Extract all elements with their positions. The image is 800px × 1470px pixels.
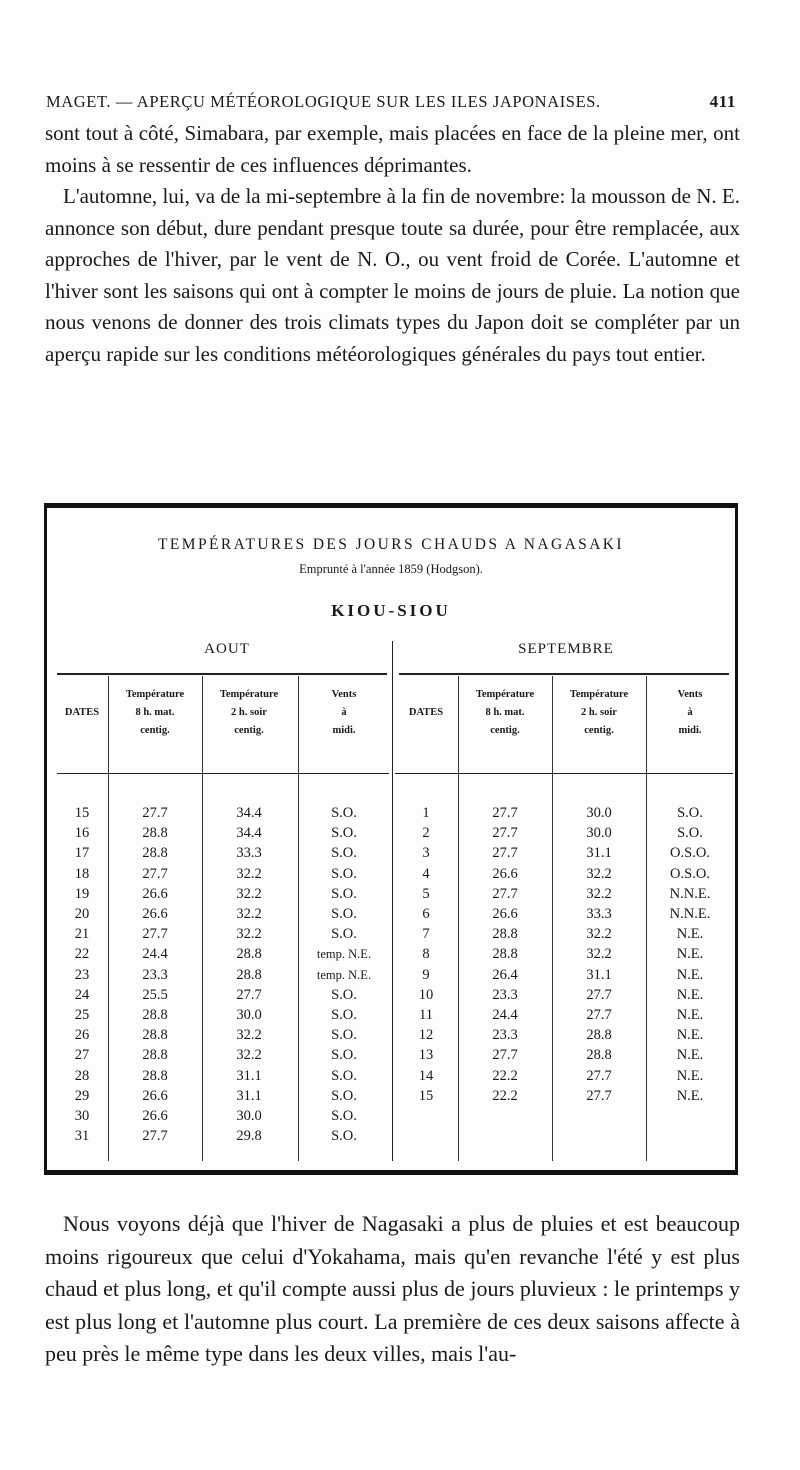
cell-wind: S.O. <box>331 906 357 922</box>
cell-wind: N.N.E. <box>669 885 711 902</box>
cell-temp-morning: 26.6 <box>492 865 518 882</box>
cell-date: 11 <box>419 1007 433 1023</box>
cell-wind: S.O. <box>331 926 357 943</box>
cell-date: 10 <box>418 986 434 1003</box>
cell-temp-morning: 28.8 <box>492 946 518 963</box>
header-rule-aout <box>57 773 389 774</box>
table-title: TEMPÉRATURES DES JOURS CHAUDS A NAGASAKI <box>158 536 624 553</box>
cell-wind: S.O. <box>331 885 357 902</box>
cell-date: 31 <box>74 1128 90 1145</box>
running-head-title: MAGET. — APERÇU MÉTÉOROLOGIQUE SUR LES ILES JAPONAISES. <box>46 92 601 111</box>
col-header-line: 2 h. soir <box>231 707 267 718</box>
cell-temp-morning: 24.4 <box>492 1007 518 1023</box>
cell-date: 15 <box>74 805 90 821</box>
cell-wind: temp. N.E. <box>316 947 372 962</box>
cell-temp-morning: 27.7 <box>492 845 518 862</box>
cell-date: 15 <box>418 1087 434 1104</box>
cell-temp-morning: 26.6 <box>492 906 518 922</box>
cell-temp-evening: 32.2 <box>586 946 612 963</box>
cell-temp-evening: 31.1 <box>236 1067 262 1084</box>
cell-temp-evening: 30.0 <box>586 825 612 842</box>
cell-date: 28 <box>74 1067 90 1084</box>
col-header-winds-sept <box>647 686 733 740</box>
bottom-text-block <box>45 1208 740 1371</box>
cell-wind: S.O. <box>677 805 703 821</box>
cell-temp-morning: 28.8 <box>142 1047 168 1064</box>
col-header-line: midi. <box>332 725 356 736</box>
table-subtitle: Emprunté à l'année 1859 (Hodgson). <box>299 562 483 576</box>
cell-temp-evening: 31.1 <box>586 845 612 862</box>
cell-wind: N.E. <box>676 926 704 943</box>
col-header-line: Vents <box>677 689 703 700</box>
cell-temp-morning: 27.7 <box>492 1047 518 1064</box>
cell-temp-evening: 33.3 <box>236 845 262 862</box>
cell-wind: N.E. <box>676 1027 704 1044</box>
cell-date: 5 <box>422 885 430 902</box>
cell-temp-evening: 27.7 <box>586 1087 612 1104</box>
cell-date: 8 <box>422 946 430 963</box>
cell-temp-evening: 32.2 <box>236 885 262 902</box>
cell-date: 18 <box>74 865 90 882</box>
cell-date: 25 <box>74 1007 90 1023</box>
cell-date: 24 <box>74 986 90 1003</box>
cell-temp-morning: 26.6 <box>142 885 168 902</box>
cell-temp-morning: 28.8 <box>142 1027 168 1044</box>
cell-temp-evening: 30.0 <box>236 1108 262 1124</box>
cell-date: 9 <box>422 966 430 983</box>
cell-wind: S.O. <box>331 986 357 1003</box>
paragraph-autumn: L'automne, lui, va de la mi-septembre à la fin de novembre: la mousson de N. E. annonce son début, dure pendant presque toute sa durée, pour être remplacée, aux approches de l'hiver, par le vent de N. O., ou vent froid de Corée. L'automne et l'hiver sont les saisons qui ont à compter le moins de jours de pluie. La notion que nous venons de donner des trois climats types du Japon doit se compléter par un aperçu rapide sur les conditions météorologiques générales du pays tout entier. <box>45 184 740 366</box>
month-header-septembre: SEPTEMBRE <box>518 641 614 657</box>
month-rule-septembre <box>399 673 729 675</box>
cell-date: 16 <box>74 825 90 842</box>
cell-wind: S.O. <box>331 865 357 882</box>
cell-temp-morning: 27.7 <box>142 805 168 821</box>
header-rule-sept <box>395 773 733 774</box>
cell-temp-evening: 28.8 <box>586 1027 612 1044</box>
cell-temp-evening: 32.2 <box>236 906 262 922</box>
col-header-line: centig. <box>234 725 264 736</box>
cell-temp-evening: 27.7 <box>586 1067 612 1084</box>
cell-temp-evening: 30.0 <box>236 1007 262 1023</box>
cell-wind: O.S.O. <box>670 845 710 862</box>
cell-date: 19 <box>74 885 90 902</box>
cell-wind: S.O. <box>331 1087 357 1104</box>
cell-temp-evening: 32.2 <box>586 865 612 882</box>
cell-date: 29 <box>74 1087 90 1104</box>
cell-temp-morning: 27.7 <box>492 805 518 821</box>
cell-wind: S.O. <box>331 1007 357 1023</box>
cell-wind: N.E. <box>676 1007 704 1023</box>
cell-temp-morning: 28.8 <box>142 1067 168 1084</box>
cell-date: 30 <box>74 1108 90 1124</box>
col-header-line: Température <box>125 689 185 700</box>
cell-temp-morning: 26.6 <box>142 1087 168 1104</box>
cell-wind: S.O. <box>331 1108 357 1124</box>
cell-date: 2 <box>422 825 430 842</box>
cell-temp-evening: 28.8 <box>586 1047 612 1064</box>
cell-temp-evening: 34.4 <box>236 825 262 842</box>
cell-temp-evening: 28.8 <box>236 966 262 983</box>
cell-temp-morning: 24.4 <box>142 946 168 963</box>
cell-temp-evening: 34.4 <box>236 805 262 821</box>
cell-temp-evening: 28.8 <box>236 946 262 963</box>
cell-temp-evening: 32.2 <box>586 926 612 943</box>
cell-wind: N.E. <box>676 1087 704 1104</box>
paragraph-continuation: sont tout à côté, Simabara, par exemple, mais placées en face de la pleine mer, ont moins à se ressentir de ces influences déprimantes. <box>45 121 740 177</box>
cell-temp-morning: 23.3 <box>142 966 168 983</box>
cell-temp-morning: 23.3 <box>492 986 518 1003</box>
cell-temp-morning: 28.8 <box>142 1007 168 1023</box>
month-header-aout: AOUT <box>204 641 250 657</box>
cell-temp-morning: 27.7 <box>142 1128 168 1145</box>
cell-temp-morning: 22.2 <box>492 1087 518 1104</box>
cell-wind: S.O. <box>331 1067 357 1084</box>
cell-wind: S.O. <box>331 1128 357 1145</box>
col-header-line: Température <box>219 689 279 700</box>
cell-temp-evening: 32.2 <box>236 1047 262 1064</box>
cell-temp-evening: 27.7 <box>236 986 262 1003</box>
cell-date: 21 <box>74 926 90 943</box>
running-head <box>46 90 736 114</box>
cell-temp-morning: 27.7 <box>492 885 518 902</box>
col-header-line: à <box>341 707 347 718</box>
cell-wind: S.O. <box>331 845 357 862</box>
cell-wind: S.O. <box>677 825 703 842</box>
cell-temp-morning: 26.6 <box>142 1108 168 1124</box>
cell-date: 23 <box>74 966 90 983</box>
col-header-temp-evening-aout <box>203 686 295 740</box>
col-header-temp-evening-sept <box>553 686 645 740</box>
page-number: 411 <box>709 92 736 111</box>
col-header-temp-morning-aout <box>109 686 201 740</box>
cell-temp-morning: 28.8 <box>492 926 518 943</box>
cell-temp-evening: 32.2 <box>586 885 612 902</box>
cell-date: 20 <box>74 906 90 922</box>
cell-date: 22 <box>74 946 90 963</box>
cell-temp-morning: 28.8 <box>142 845 168 862</box>
cell-date: 6 <box>422 906 430 922</box>
col-header-line: 8 h. mat. <box>135 707 175 718</box>
col-header-line: 8 h. mat. <box>485 707 525 718</box>
month-rule-aout <box>57 673 387 675</box>
col-header-line: Vents <box>331 689 357 700</box>
cell-temp-evening: 29.8 <box>236 1128 262 1145</box>
cell-temp-morning: 26.4 <box>492 966 518 983</box>
cell-temp-morning: 27.7 <box>142 926 168 943</box>
col-header-line: midi. <box>678 725 702 736</box>
cell-temp-morning: 22.2 <box>492 1067 518 1084</box>
top-text-block <box>45 118 740 370</box>
cell-wind: S.O. <box>331 825 357 842</box>
col-header-temp-morning-sept <box>459 686 551 740</box>
cell-date: 14 <box>418 1067 434 1084</box>
cell-temp-morning: 23.3 <box>492 1027 518 1044</box>
cell-temp-evening: 31.1 <box>586 966 612 983</box>
col-header-line: Température <box>475 689 535 700</box>
col-header-line: à <box>687 707 693 718</box>
col-header-line: centig. <box>584 725 614 736</box>
cell-temp-morning: 26.6 <box>142 906 168 922</box>
cell-temp-evening: 27.7 <box>586 1007 612 1023</box>
cell-date: 4 <box>422 865 430 882</box>
cell-wind: N.E. <box>676 986 704 1003</box>
cell-temp-morning: 25.5 <box>142 986 168 1003</box>
table-region: KIOU-SIOU <box>331 601 451 620</box>
cell-date: 12 <box>418 1027 434 1044</box>
col-header-line: centig. <box>140 725 170 736</box>
paragraph-nagasaki: Nous voyons déjà que l'hiver de Nagasaki a plus de pluies et est beaucoup moins rigoureux que celui d'Yokahama, mais qu'en revanche l'été y est plus chaud et plus long, et qu'il compte aussi plus de jours pluvieux : le printemps y est plus long et l'automne plus court. La première de ces deux saisons affecte à peu près le même type dans les deux villes, mais l'au- <box>45 1211 740 1367</box>
cell-date: 13 <box>418 1047 434 1064</box>
cell-wind: S.O. <box>331 1027 357 1044</box>
col-header-dates-sept: DATES <box>408 707 444 718</box>
cell-temp-morning: 28.8 <box>142 825 168 842</box>
cell-temp-evening: 33.3 <box>586 906 612 922</box>
cell-wind: S.O. <box>331 805 357 821</box>
cell-temp-evening: 32.2 <box>236 865 262 882</box>
cell-temp-evening: 31.1 <box>236 1087 262 1104</box>
temperature-table <box>44 503 738 1175</box>
cell-wind: S.O. <box>331 1047 357 1064</box>
cell-wind: N.E. <box>676 946 704 963</box>
col-header-winds-aout <box>299 686 389 740</box>
cell-temp-morning: 27.7 <box>142 865 168 882</box>
cell-date: 3 <box>422 845 430 862</box>
cell-date: 17 <box>74 845 90 862</box>
col-header-line: Température <box>569 689 629 700</box>
cell-temp-evening: 27.7 <box>586 986 612 1003</box>
cell-temp-evening: 30.0 <box>586 805 612 821</box>
cell-wind: N.E. <box>676 1067 704 1084</box>
month-divider <box>392 641 393 1161</box>
cell-wind: N.E. <box>676 966 704 983</box>
cell-date: 7 <box>422 926 430 943</box>
cell-temp-evening: 32.2 <box>236 1027 262 1044</box>
col-header-line: centig. <box>490 725 520 736</box>
cell-wind: N.E. <box>676 1047 704 1064</box>
col-header-line: 2 h. soir <box>581 707 617 718</box>
cell-wind: O.S.O. <box>670 865 710 882</box>
cell-date: 27 <box>74 1047 90 1064</box>
cell-temp-morning: 27.7 <box>492 825 518 842</box>
cell-date: 26 <box>74 1027 90 1044</box>
cell-temp-evening: 32.2 <box>236 926 262 943</box>
col-header-dates-aout: DATES <box>64 707 100 718</box>
cell-date: 1 <box>422 805 430 821</box>
cell-wind: temp. N.E. <box>316 967 372 982</box>
cell-wind: N.N.E. <box>669 906 711 922</box>
